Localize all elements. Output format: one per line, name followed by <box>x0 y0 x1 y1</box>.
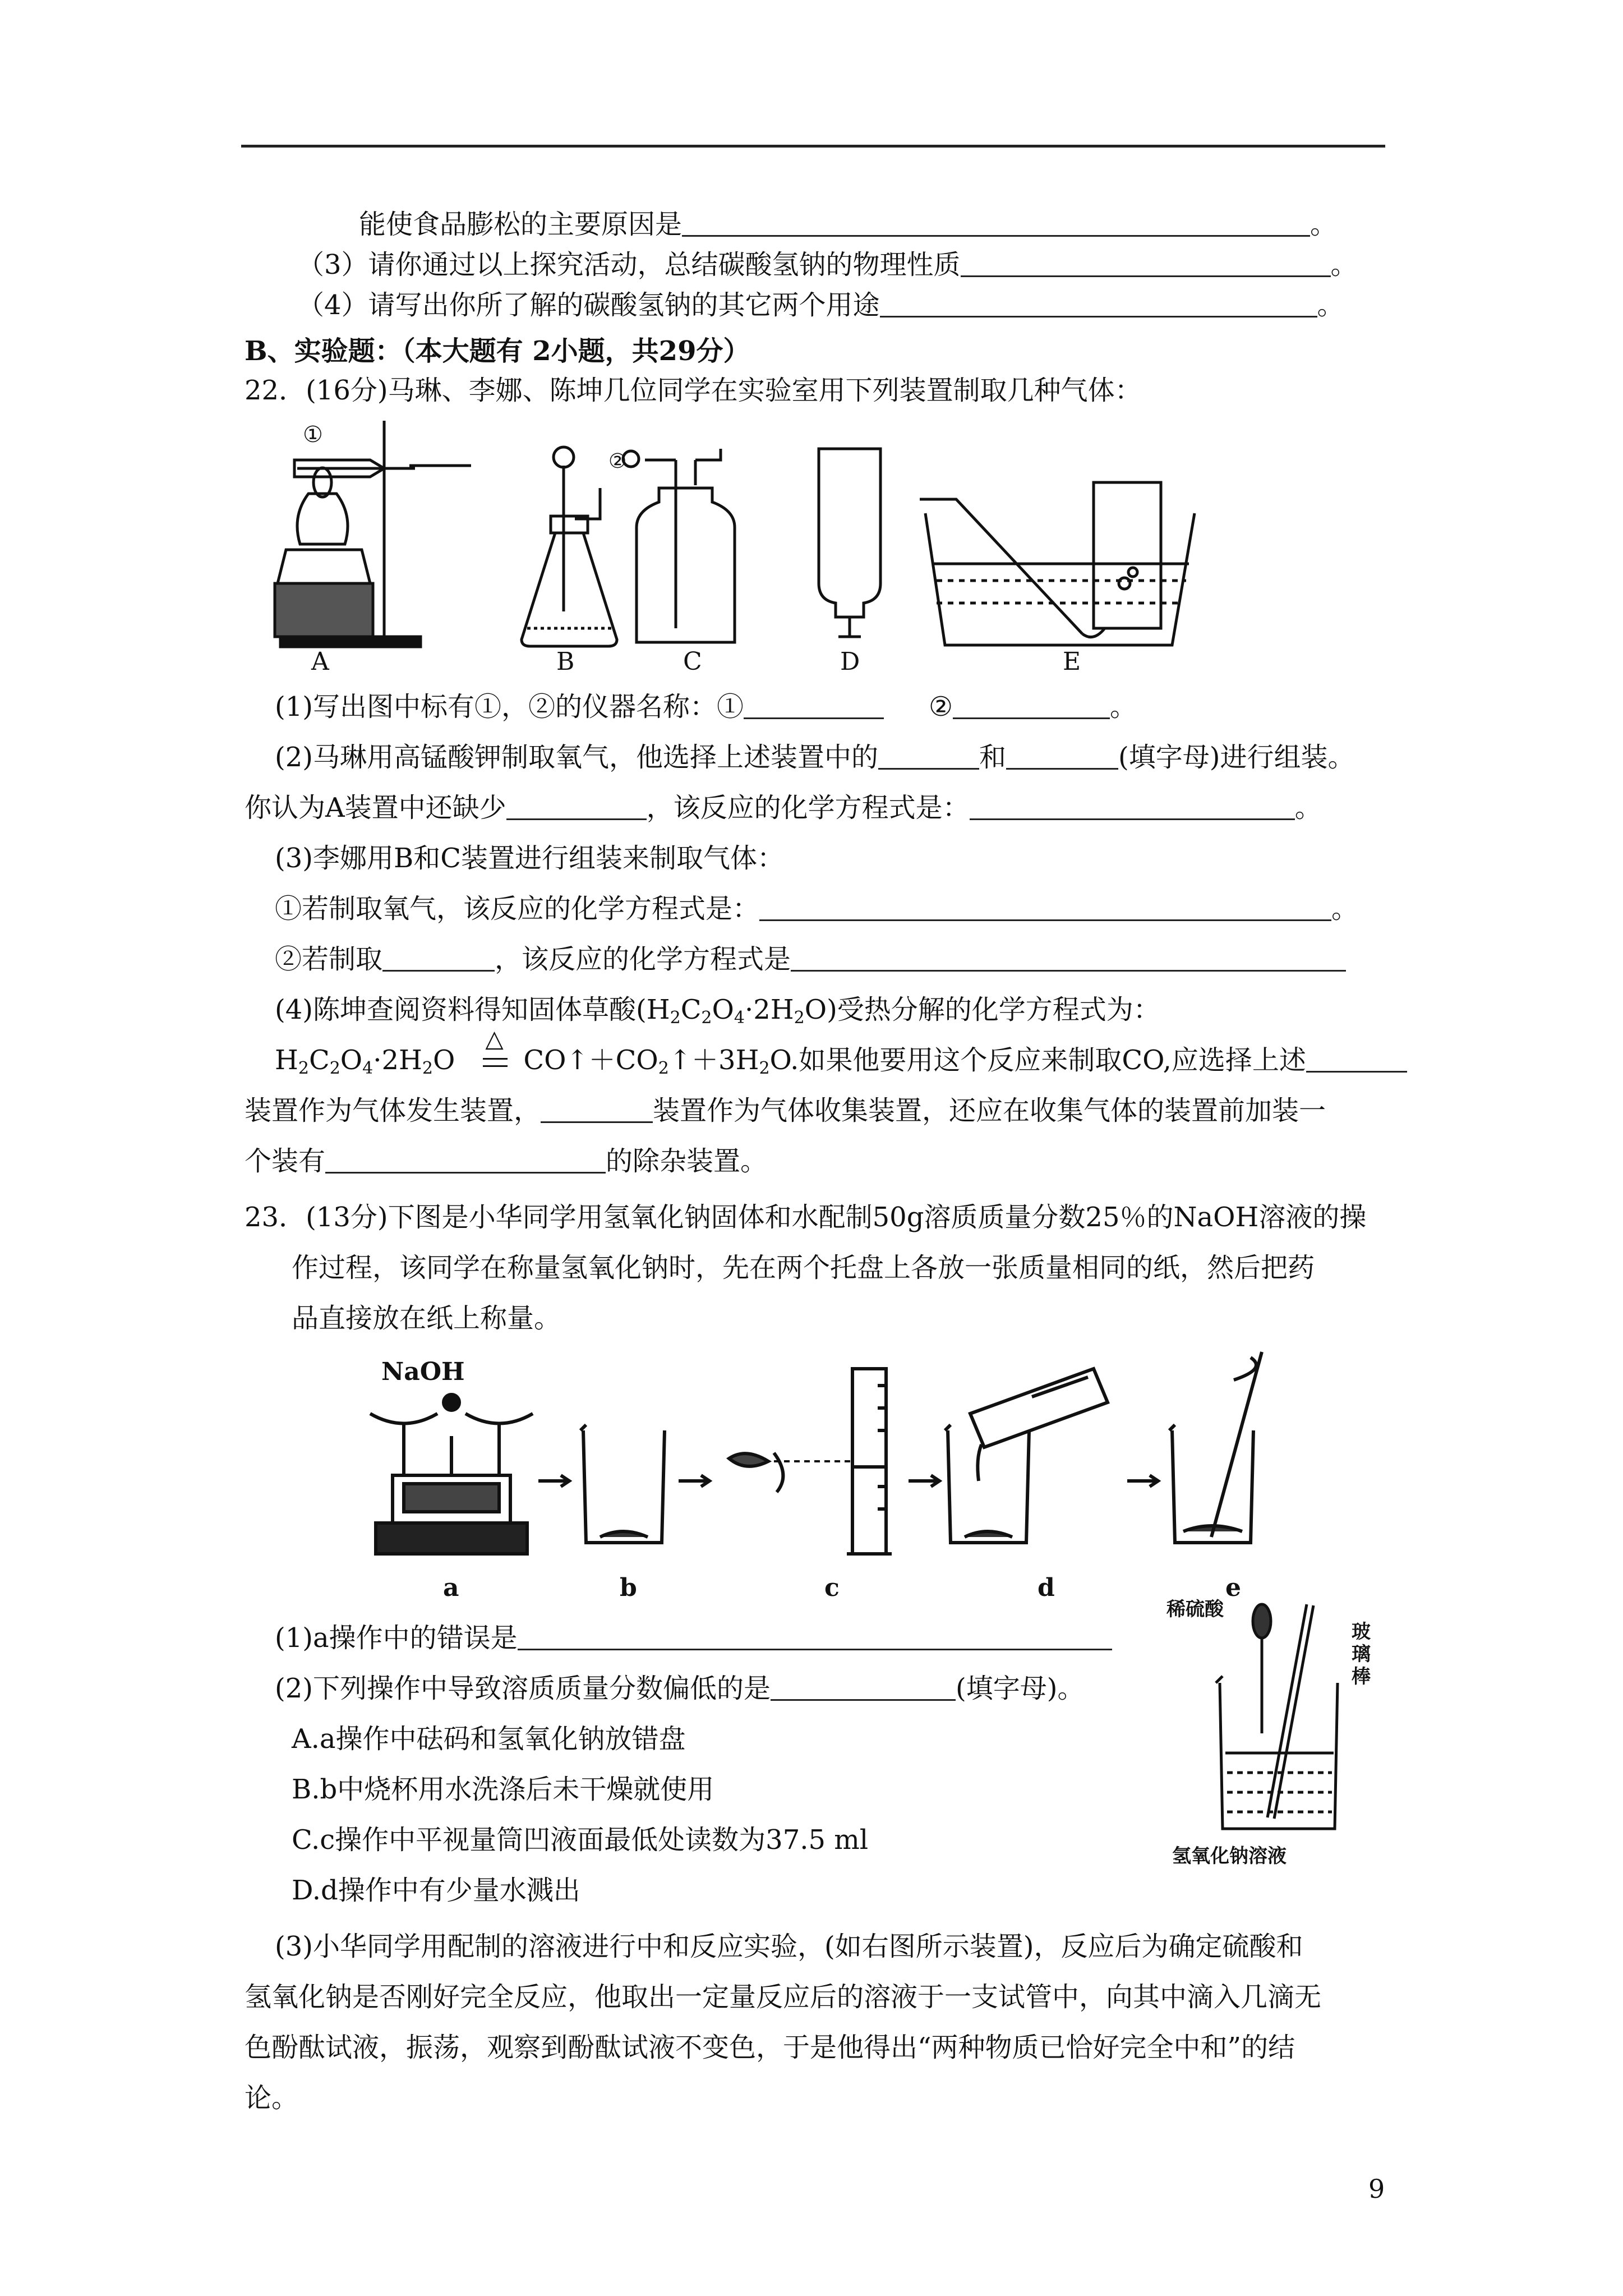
q23-part3-4: 论。 <box>245 2082 299 2114</box>
answer-blank[interactable] <box>1006 742 1118 770</box>
answer-blank[interactable] <box>682 209 1310 237</box>
answer-blank[interactable] <box>953 692 1110 719</box>
figure-label-A: A <box>311 647 329 673</box>
q21-line2: （3）请你通过以上探究活动，总结碳酸氢钠的物理性质 。 <box>297 249 1358 280</box>
figure-label-B: B <box>556 647 575 673</box>
q21-line3: （4）请写出你所了解的碳酸氢钠的其它两个用途 。 <box>297 289 1344 321</box>
answer-blank[interactable] <box>506 793 647 820</box>
q22-part4-cont2: 个装有 的除杂装置。 <box>245 1145 768 1177</box>
answer-blank[interactable] <box>759 894 1331 921</box>
q22-part4: (4)陈坤查阅资料得知固体草酸$(H_2C_2O_4\cdot 2H_2O)$受热分解的化学方程式为： <box>275 994 1160 1028</box>
header-rule <box>241 145 1385 148</box>
acid-label: 稀硫酸 <box>1166 1598 1224 1621</box>
q22-intro: 22．(16分)马琳、李娜、陈坤几位同学在实验室用下列装置制取几种气体： <box>245 375 1142 406</box>
section-b-heading: B、实验题：（本大题有 2小题，共29分） <box>245 335 750 367</box>
q23-option-d: D.d操作中有少量水溅出 <box>292 1875 580 1906</box>
naoh-label: NaOH <box>381 1358 465 1386</box>
rod-label-2: 璃 <box>1352 1643 1371 1665</box>
q23-option-c: C.c操作中平视量筒凹液面最低处读数为37.5 ml <box>292 1824 869 1856</box>
figure-label-a: a <box>443 1573 459 1602</box>
q23-option-a: A.a操作中砝码和氢氧化钠放错盘 <box>292 1723 686 1755</box>
rod-label-1: 玻 <box>1352 1621 1371 1643</box>
answer-blank[interactable] <box>744 692 884 719</box>
answer-blank[interactable] <box>880 290 1317 318</box>
answer-blank[interactable] <box>1306 1045 1407 1073</box>
q22-part4-cont: 装置作为气体发生装置， 装置作为气体收集装置，还应在收集气体的装置前加装一 <box>245 1095 1326 1126</box>
q23-intro-1: 23．(13分)下图是小华同学用氢氧化钠固体和水配制50g溶质质量分数25％的NaOH溶液的操 <box>245 1202 1367 1233</box>
apparatus-drawing <box>241 415 1200 673</box>
q22-part3: (3)李娜用B和C装置进行组装来制取气体： <box>275 843 784 874</box>
answer-blank[interactable] <box>961 250 1331 277</box>
page-number: 9 <box>1368 2174 1385 2204</box>
q22-part2: (2)马琳用高锰酸钾制取氧气，他选择上述装置中的 和 (填字母)进行组装。 <box>275 742 1355 773</box>
q22-part3a: ①若制取氧气，该反应的化学方程式是： 。 <box>275 893 1359 924</box>
q23-part2: (2)下列操作中导致溶质质量分数偏低的是 (填字母)。 <box>275 1673 1085 1704</box>
procedure-drawing <box>359 1346 1335 1616</box>
answer-blank[interactable] <box>541 1096 653 1123</box>
rod-label-3: 棒 <box>1352 1665 1371 1688</box>
q23-intro-2: 作过程，该同学在称量氢氧化钠时，先在两个托盘上各放一张质量相同的纸，然后把药 <box>292 1252 1315 1283</box>
answer-blank[interactable] <box>791 944 1346 972</box>
figure-label-e: e <box>1225 1573 1241 1602</box>
figure-label-C: C <box>683 647 702 673</box>
answer-blank[interactable] <box>771 1673 956 1701</box>
heat-condition: △ <box>483 1043 512 1077</box>
q23-part3-2: 氢氧化钠是否刚好完全反应，他取出一定量反应后的溶液于一支试管中，向其中滴入几滴无 <box>245 1981 1322 2013</box>
figure-label-d: d <box>1038 1573 1055 1602</box>
answer-blank[interactable] <box>878 742 979 770</box>
q23-part3-1: (3)小华同学用配制的溶液进行中和反应实验，(如右图所示装置)，反应后为确定硫酸和 <box>275 1931 1303 1962</box>
neutralization-figure <box>1166 1593 1402 1874</box>
solution-label: 氢氧化钠溶液 <box>1172 1845 1287 1867</box>
answer-blank[interactable] <box>970 793 1295 820</box>
marker-2: ② <box>608 450 627 473</box>
figure-label-c: c <box>824 1573 840 1602</box>
q23-part3-3: 色酚酞试液，振荡，观察到酚酞试液不变色，于是他得出“两种物质已恰好完全中和”的结 <box>245 2032 1295 2063</box>
answer-blank[interactable] <box>382 944 495 972</box>
q22-equation: $H_2C_2O_4\cdot 2H_2O$ △ $CO↑+CO_2↑+3H_2O$.如果他要用这个反应来制取CO,应选择上述 <box>275 1043 1407 1077</box>
q22-apparatus-figure <box>241 415 1200 673</box>
figure-label-D: D <box>840 647 860 673</box>
q23-part1: (1)a操作中的错误是 <box>275 1621 1112 1655</box>
q22-part1: (1)写出图中标有①，②的仪器名称：① ② 。 <box>275 691 1137 723</box>
q21-line1: 能使食品膨松的主要原因是 。 <box>359 209 1338 240</box>
neutralization-drawing <box>1166 1593 1402 1874</box>
answer-blank[interactable] <box>325 1146 606 1174</box>
q22-part2-cont: 你认为A装置中还缺少 ，该反应的化学方程式是： 。 <box>245 792 1322 823</box>
marker-1: ① <box>303 422 323 448</box>
figure-label-E: E <box>1063 647 1081 673</box>
answer-blank[interactable] <box>518 1623 1112 1650</box>
q22-part3b: ②若制取 ，该反应的化学方程式是 <box>275 942 1346 976</box>
q23-intro-3: 品直接放在纸上称量。 <box>292 1303 561 1334</box>
figure-label-b: b <box>620 1573 637 1602</box>
q23-option-b: B.b中烧杯用水洗涤后未干燥就使用 <box>292 1774 714 1805</box>
q23-procedure-figure <box>359 1346 1335 1616</box>
